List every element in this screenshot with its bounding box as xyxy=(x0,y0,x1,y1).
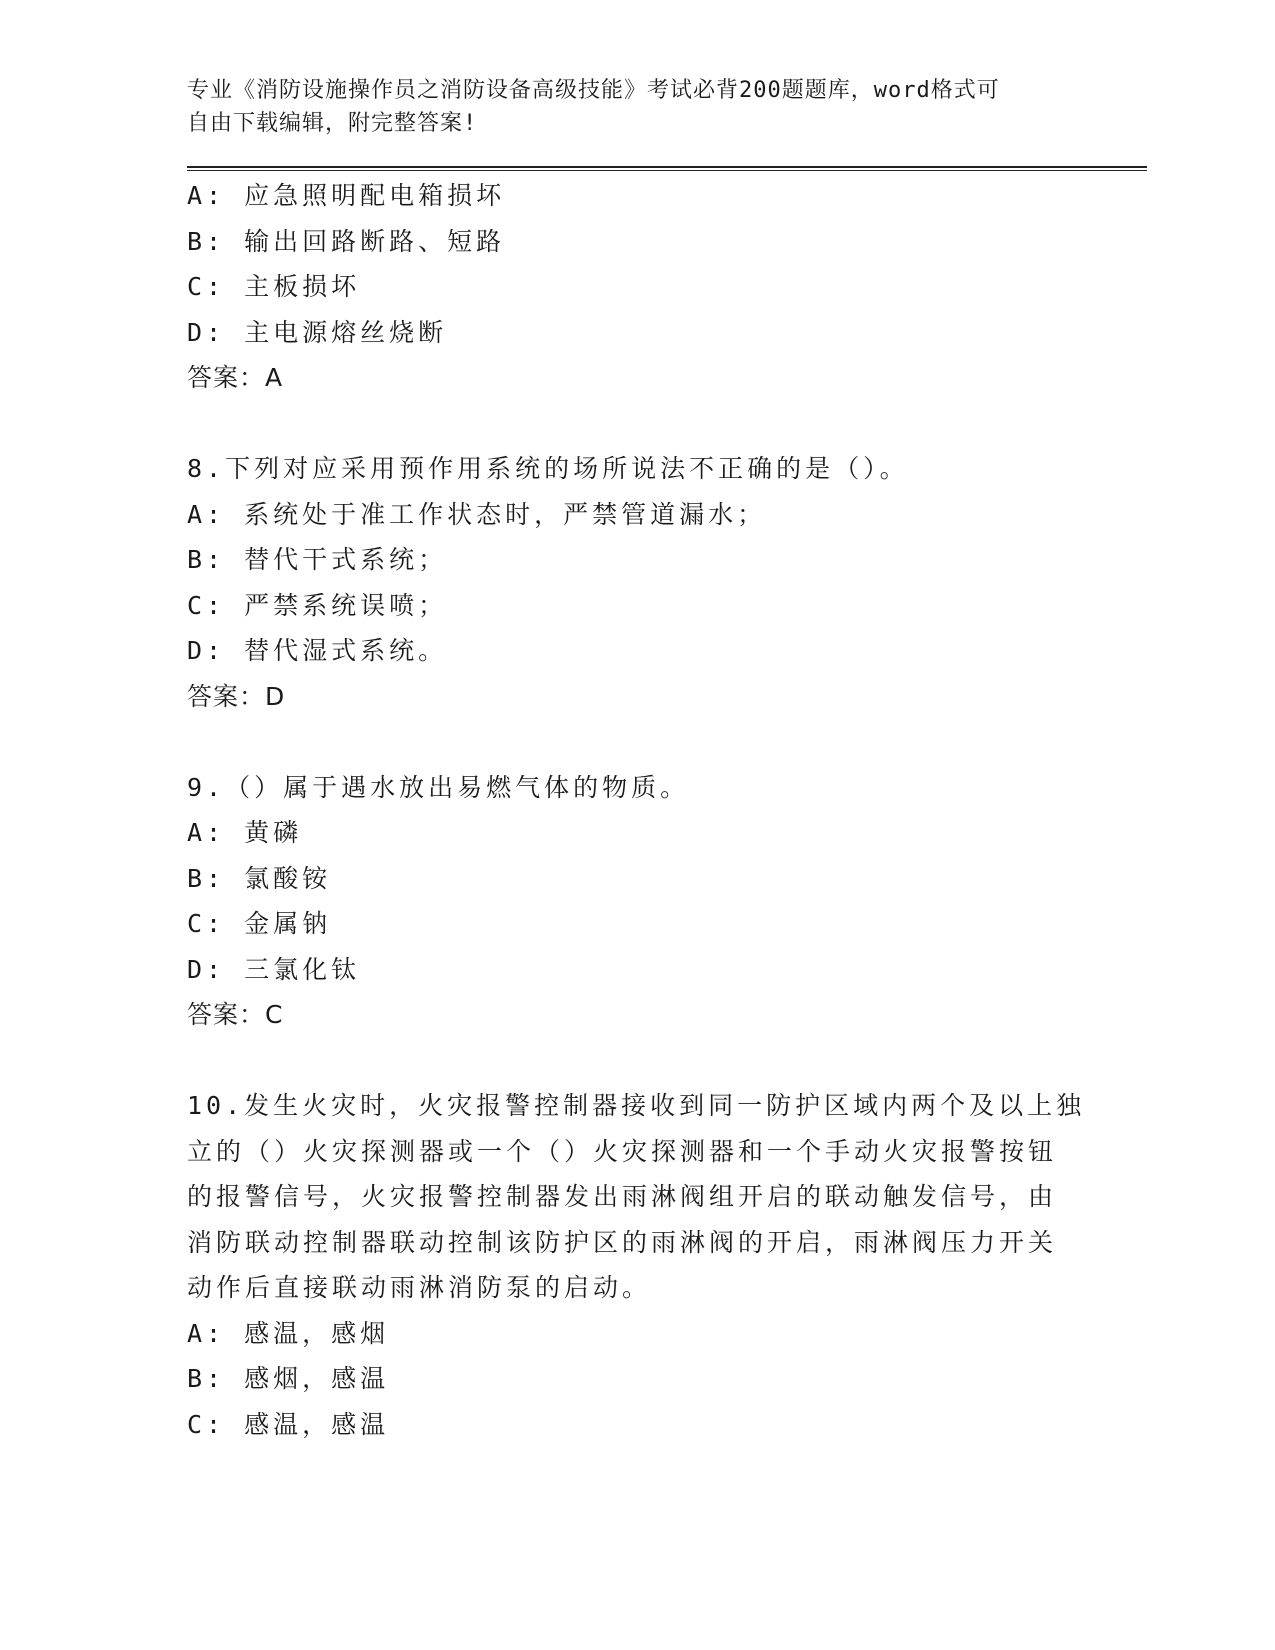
question-8 xyxy=(187,446,1147,719)
q9-option-b: B: 氯酸铵 xyxy=(187,863,332,893)
q9-option-a: A: 黄磷 xyxy=(187,818,303,847)
q10-option-b: B: 感烟，感温 xyxy=(187,1364,390,1393)
q10-option-a: A: 感温，感烟 xyxy=(187,1318,390,1348)
q7-option-d: D: 主电源熔丝烧断 xyxy=(187,317,448,347)
q10-stem-line-1: 10.发生火灾时，火灾报警控制器接收到同一防护区域内两个及以上独 xyxy=(187,1091,1086,1120)
q10-stem-line-5: 动作后直接联动雨淋消防泵的启动。 xyxy=(187,1273,652,1302)
document-header xyxy=(187,74,1067,140)
q7-option-a: A: 应急照明配电箱损坏 xyxy=(187,181,506,210)
q9-option-d: D: 三氯化钛 xyxy=(187,954,361,984)
q8-answer: 答案：D xyxy=(187,681,286,711)
q9-option-c: C: 金属钠 xyxy=(187,909,332,938)
spacer xyxy=(187,1038,1147,1084)
q9-stem: 9.（）属于遇水放出易燃气体的物质。 xyxy=(187,772,690,802)
q8-stem: 8.下列对应采用预作用系统的场所说法不正确的是（）。 xyxy=(187,454,909,483)
q7-option-b: B: 输出回路断路、短路 xyxy=(187,226,506,256)
question-10 xyxy=(187,1083,1147,1447)
q9-answer: 答案：C xyxy=(187,1000,284,1029)
header-divider xyxy=(187,166,1147,171)
question-9 xyxy=(187,765,1147,1038)
q10-stem-line-2: 立的（）火灾探测器或一个（）火灾探测器和一个手动火灾报警按钮 xyxy=(187,1136,1058,1166)
q8-option-b: B: 替代干式系统； xyxy=(187,545,448,574)
q10-stem-line-4: 消防联动控制器联动控制该防护区的雨淋阀的开启，雨淋阀压力开关 xyxy=(187,1227,1058,1257)
q10-option-c: C: 感温，感温 xyxy=(187,1409,390,1439)
spacer xyxy=(187,401,1147,447)
spacer xyxy=(187,719,1147,765)
document-page xyxy=(187,74,1147,1447)
q8-option-c: C: 严禁系统误喷； xyxy=(187,590,448,620)
header-line-1: 专业《消防设施操作员之消防设备高级技能》考试必背200题题库，word格式可 xyxy=(187,78,1000,103)
q7-option-c: C: 主板损坏 xyxy=(187,272,361,301)
q7-answer: 答案：A xyxy=(187,363,284,392)
header-line-2: 自由下载编辑，附完整答案! xyxy=(187,111,478,136)
q8-option-a: A: 系统处于准工作状态时，严禁管道漏水； xyxy=(187,499,767,529)
question-7 xyxy=(187,173,1147,401)
q8-option-d: D: 替代湿式系统。 xyxy=(187,636,448,665)
q10-stem-line-3: 的报警信号，火灾报警控制器发出雨淋阀组开启的联动触发信号，由 xyxy=(187,1182,1058,1211)
